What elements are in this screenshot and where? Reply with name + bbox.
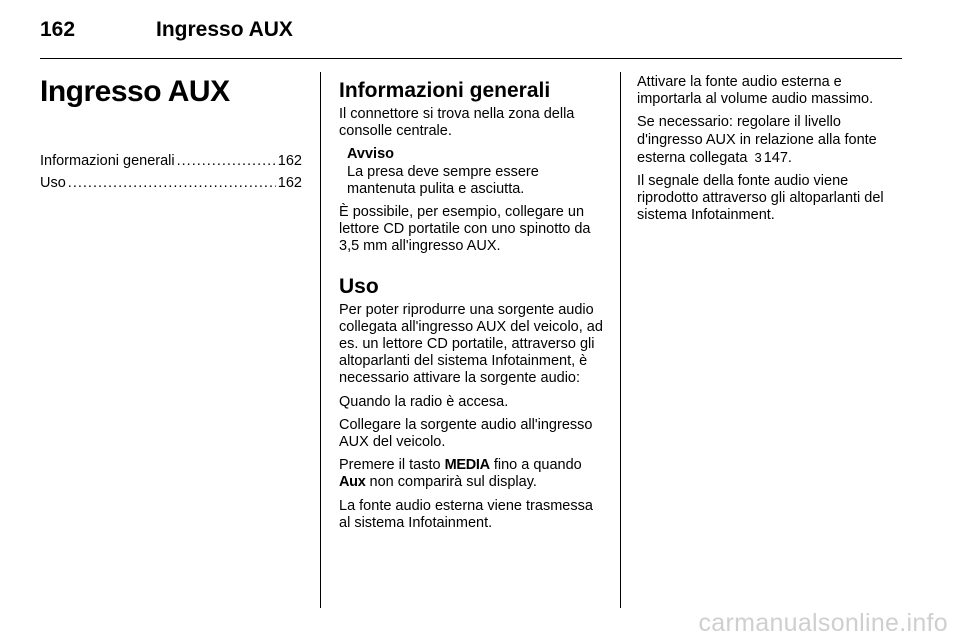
- section-title-informazioni: Informazioni generali: [339, 79, 551, 102]
- header-title: Ingresso AUX: [156, 18, 293, 41]
- paragraph: Quando la radio è accesa.: [339, 393, 509, 410]
- toc-entry-label: Informazioni generali: [40, 153, 175, 169]
- paragraph-with-reference: [637, 114, 903, 167]
- chapter-title: Ingresso AUX: [40, 75, 230, 108]
- watermark: carmanualsonline.info: [698, 609, 948, 637]
- page-number: 162: [40, 18, 76, 41]
- text-run: fino a quando: [489, 457, 582, 474]
- media-key-label: MEDIA: [444, 457, 490, 474]
- content-column-middle: [339, 70, 603, 532]
- toc-entry-page: 162: [277, 175, 302, 191]
- note-title: Avviso: [347, 146, 395, 163]
- page-header: [40, 14, 902, 50]
- text-run: Se necessario: regolare il livello d'ingresso AUX in relazione alla fonte esterna collegata: [637, 114, 877, 166]
- paragraph: Attivare la fonte audio esterna e importarla al volume audio massimo.: [637, 74, 874, 108]
- column-divider: [320, 72, 321, 608]
- table-of-contents: [40, 150, 302, 194]
- column-divider: [620, 72, 621, 608]
- paragraph: Il connettore si trova nella zona della consolle centrale.: [339, 106, 575, 140]
- header-divider: [40, 58, 902, 59]
- paragraph: È possibile, per esempio, collegare un lettore CD portatile con uno spinotto da 3,5 mm all'ingresso AUX.: [339, 204, 591, 255]
- page-reference-icon: 3: [754, 149, 762, 165]
- text-run: Premere il tasto: [339, 457, 445, 474]
- toc-leader-dots: [68, 172, 276, 194]
- toc-entry[interactable]: [40, 172, 302, 194]
- toc-leader-dots: [177, 150, 276, 172]
- aux-display-label: Aux: [339, 474, 366, 491]
- text-run: .: [787, 149, 792, 166]
- text-run: non comparirà sul display.: [365, 474, 537, 491]
- toc-entry[interactable]: [40, 150, 302, 172]
- note-box: [347, 146, 603, 198]
- paragraph: La fonte audio esterna viene trasmessa al sistema Infotainment.: [339, 497, 593, 531]
- section-title-uso: Uso: [339, 274, 379, 298]
- toc-column: [40, 70, 302, 194]
- note-text: La presa deve sempre essere mantenuta pulita e asciutta.: [347, 163, 539, 197]
- toc-entry-label: Uso: [40, 175, 66, 191]
- content-column-right: [637, 70, 903, 225]
- paragraph: Per poter riprodurre una sorgente audio collegata all'ingresso AUX del veicolo, ad es. un lettore CD portatile, attraverso gli altoparlanti del sistema Infotainment, è necessario attivare la sorgente audio:: [339, 301, 603, 387]
- paragraph-media-key: [339, 457, 603, 491]
- paragraph: Il segnale della fonte audio viene riprodotto attraverso gli altoparlanti del sistema Infotainment.: [637, 173, 884, 224]
- paragraph: Collegare la sorgente audio all'ingresso AUX del veicolo.: [339, 416, 593, 451]
- toc-entry-page: 162: [277, 153, 302, 169]
- page-reference-link[interactable]: 147: [763, 149, 788, 166]
